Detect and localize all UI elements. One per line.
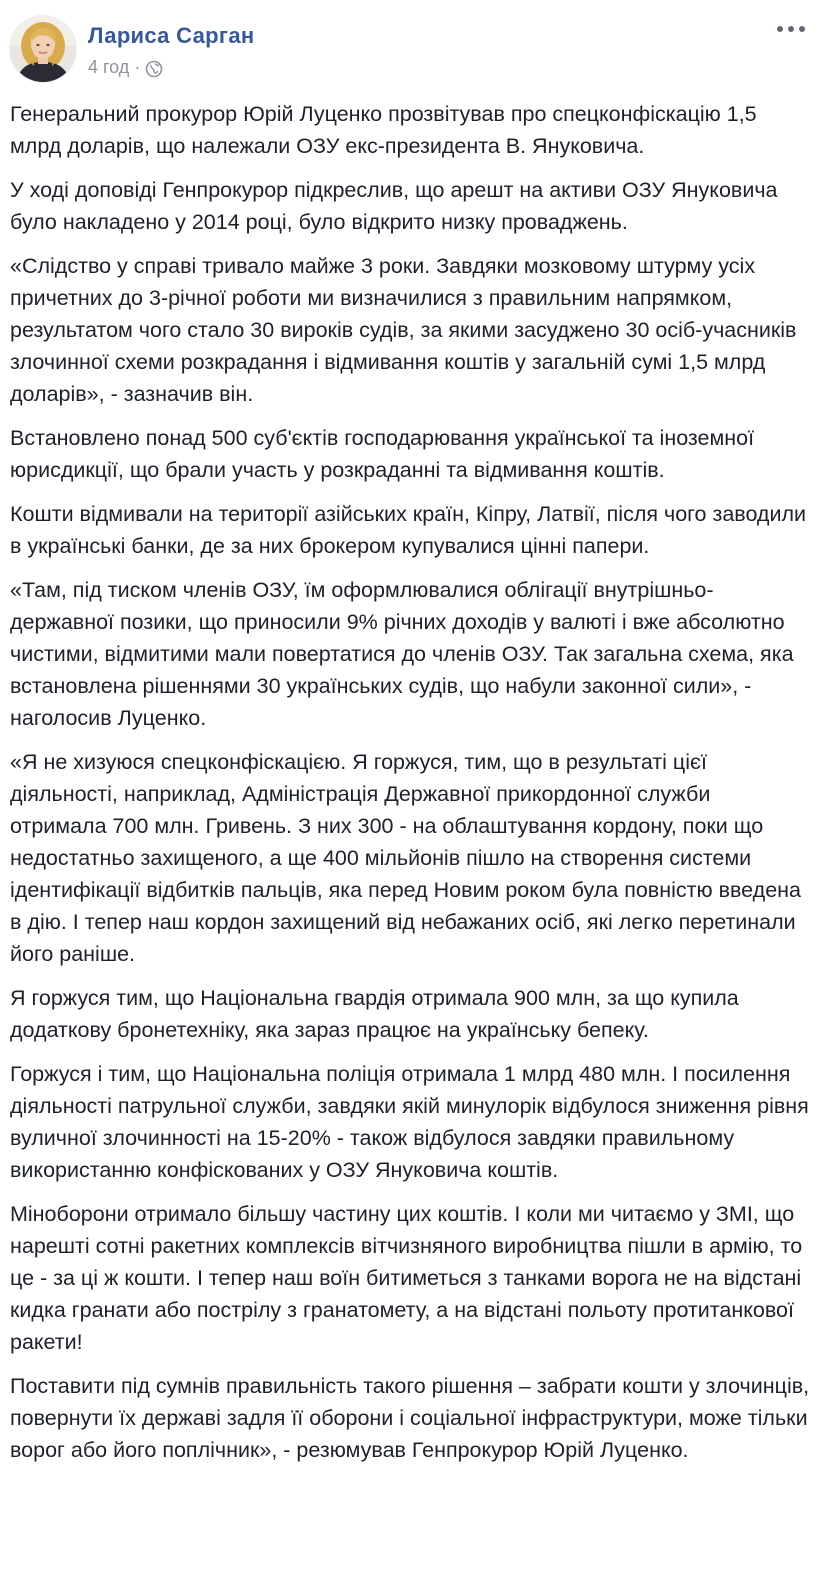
post-paragraph: Міноборони отримало більшу частину цих коштів. І коли ми читаємо у ЗМІ, що нарешті сотні ракетних комплексів вітчизняного виробництва пішли в армію, то це - за ці ж кошти. І тепер наш воїн битиметься з танками ворога не на відстані кидка гранати або пострілу з гранатомету, а на відстані польоту протитанкової ракети! [10, 1202, 803, 1354]
meta-separator: · [134, 57, 141, 77]
more-dot [788, 26, 794, 32]
author-avatar[interactable] [10, 16, 76, 82]
post-text [10, 98, 810, 1478]
post-meta [88, 57, 163, 78]
post-paragraph: Кошти відмивали на території азійських країн, Кіпру, Латвії, після чого заводили в українські банки, де за них брокером купувалися цінні папери. [10, 502, 807, 558]
post-paragraph: «Слідство у справі тривало майже 3 роки. Завдяки мозковому штурму усіх причетних до 3-річної роботи ми визначилися з правильним напрямком, результатом чого стало 30 вироків судів, за якими засуджено 30 осіб-учасників злочинної схеми розкрадання і відмивання коштів у загальній сумі 1,5 млрд доларів», - зазначив він. [10, 254, 797, 406]
author-name[interactable]: Лариса Сарган [88, 23, 255, 48]
post-paragraph: «Там, під тиском членів ОЗУ, їм оформлювалися облігації внутрішньо-державної позики, що приносили 9% річних доходів у валюті і вже абсолютно чистими, відмитими мали повертатися до членів ОЗУ. Так загальна схема, яка встановлена рішеннями 30 українських судів, що набули законної сили», - наголосив Луценко. [10, 578, 794, 730]
more-dot [777, 26, 783, 32]
post-paragraph: Генеральний прокурор Юрій Луценко прозвітував про спецконфіскацію 1,5 млрд доларів, що належали ОЗУ екс-президента В. Януковича. [10, 102, 757, 158]
globe-icon[interactable] [145, 60, 163, 78]
post-paragraph: Горжуся і тим, що Національна поліція отримала 1 млрд 480 млн. І посилення діяльності патрульної служби, завдяки якій минулорік відбулося зниження рівня вуличної злочинності на 15-20% - також відбулося завдяки правильному використанню конфіскованих у ОЗУ Януковича коштів. [10, 1062, 809, 1182]
post-paragraph: Я горжуся тим, що Національна гвардія отримала 900 млн, за що купила додаткову бронетехніку, яка зараз працює на українську бепеку. [10, 986, 739, 1042]
post-header [10, 16, 809, 86]
post-timestamp[interactable]: 4 год [88, 57, 130, 77]
post-paragraph: Встановлено понад 500 суб'єктів господарювання української та іноземної юрисдикції, що брали участь у розкраданні та відмивання коштів. [10, 426, 755, 482]
more-options-icon[interactable] [777, 20, 805, 38]
more-dot [799, 26, 805, 32]
post-paragraph: Поставити під сумнів правильність такого рішення – забрати кошти у злочинців, повернути їх державі задля її оборони і соціальної інфраструктури, може тільки ворог або його поплічник», - резюмував Генпрокурор Юрій Луценко. [10, 1374, 810, 1462]
post-paragraph: У ході доповіді Генпрокурор підкреслив, що арешт на активи ОЗУ Януковича було накладено у 2014 році, було відкрито низку проваджень. [10, 178, 778, 234]
avatar-image [10, 16, 76, 82]
post-paragraph: «Я не хизуюся спецконфіскацією. Я горжуся, тим, що в результаті цієї діяльності, наприклад, Адміністрація Державної прикордонної служби отримала 700 млн. Гривень. З них 300 - на облаштування кордону, поки що недостатньо захищеного, а ще 400 мільйонів пішло на створення системи ідентифікації відбитків пальців, яка перед Новим роком була повністю введена в дію. І тепер наш кордон захищений від небажаних осіб, які легко перетинали його раніше. [10, 750, 801, 966]
